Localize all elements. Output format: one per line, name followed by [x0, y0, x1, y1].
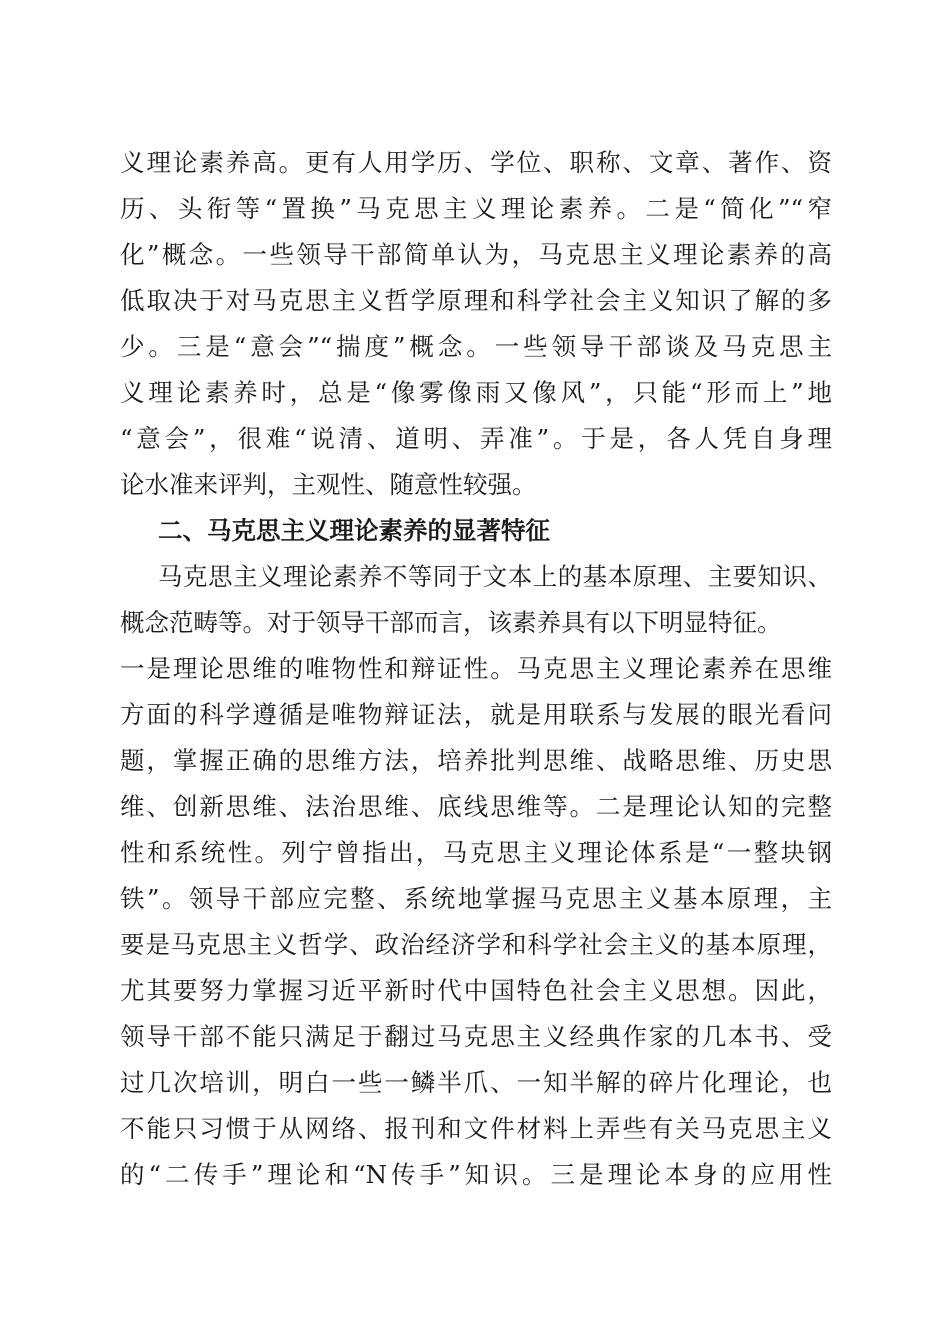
paragraph-line: 题，掌握正确的思维方法，培养批判思维、战略思维、历史思: [120, 746, 832, 775]
document-body: [120, 140, 832, 1198]
paragraph-line: 要是马克思主义哲学、政治经济学和科学社会主义的基本原理，: [120, 930, 832, 959]
paragraph-line: 尤其要努力掌握习近平新时代中国特色社会主义思想。因此，: [120, 976, 832, 1005]
paragraph-line: 历、头衔等“置换”马克思主义理论素养。二是“简化”“窄: [120, 194, 832, 223]
paragraph-line: 化”概念。一些领导干部简单认为，马克思主义理论素养的高: [120, 240, 832, 269]
paragraph-line: 义理论素养时，总是“像雾像雨又像风”，只能“形而上”地: [120, 378, 832, 407]
paragraph-line: 概念范畴等。对于领导干部而言，该素养具有以下明显特征。: [120, 608, 782, 637]
paragraph-line: 不能只习惯于从网络、报刊和文件材料上弄些有关马克思主义: [120, 1114, 832, 1143]
paragraph-line: 性和系统性。列宁曾指出，马克思主义理论体系是“一整块钢: [120, 838, 832, 867]
paragraph-line: 过几次培训，明白一些一鳞半爪、一知半解的碎片化理论，也: [120, 1068, 832, 1097]
paragraph-line: 方面的科学遵循是唯物辩证法，就是用联系与发展的眼光看问: [120, 700, 832, 729]
paragraph-line: 论水准来评判，主观性、随意性较强。: [120, 470, 537, 499]
section-heading: 二、马克思主义理论素养的显著特征: [158, 516, 550, 545]
paragraph-line: 铁”。领导干部应完整、系统地掌握马克思主义基本原理，主: [120, 884, 832, 913]
paragraph-line: 少。三是“意会”“揣度”概念。一些领导干部谈及马克思主: [120, 332, 832, 361]
paragraph-line: 维、创新思维、法治思维、底线思维等。二是理论认知的完整: [120, 792, 832, 821]
paragraph-line: 低取决于对马克思主义哲学原理和科学社会主义知识了解的多: [120, 286, 832, 315]
paragraph-line: 一是理论思维的唯物性和辩证性。马克思主义理论素养在思维: [120, 654, 832, 683]
paragraph-line: 领导干部不能只满足于翻过马克思主义经典作家的几本书、受: [120, 1022, 832, 1051]
paragraph-line: 义理论素养高。更有人用学历、学位、职称、文章、著作、资: [120, 148, 832, 177]
paragraph-line: “意会”，很难“说清、道明、弄准”。于是，各人凭自身理: [120, 424, 832, 453]
paragraph-line: 马克思主义理论素养不等同于文本上的基本原理、主要知识、: [158, 562, 832, 591]
paragraph-line: 的“二传手”理论和“N传手”知识。三是理论本身的应用性: [120, 1160, 832, 1189]
